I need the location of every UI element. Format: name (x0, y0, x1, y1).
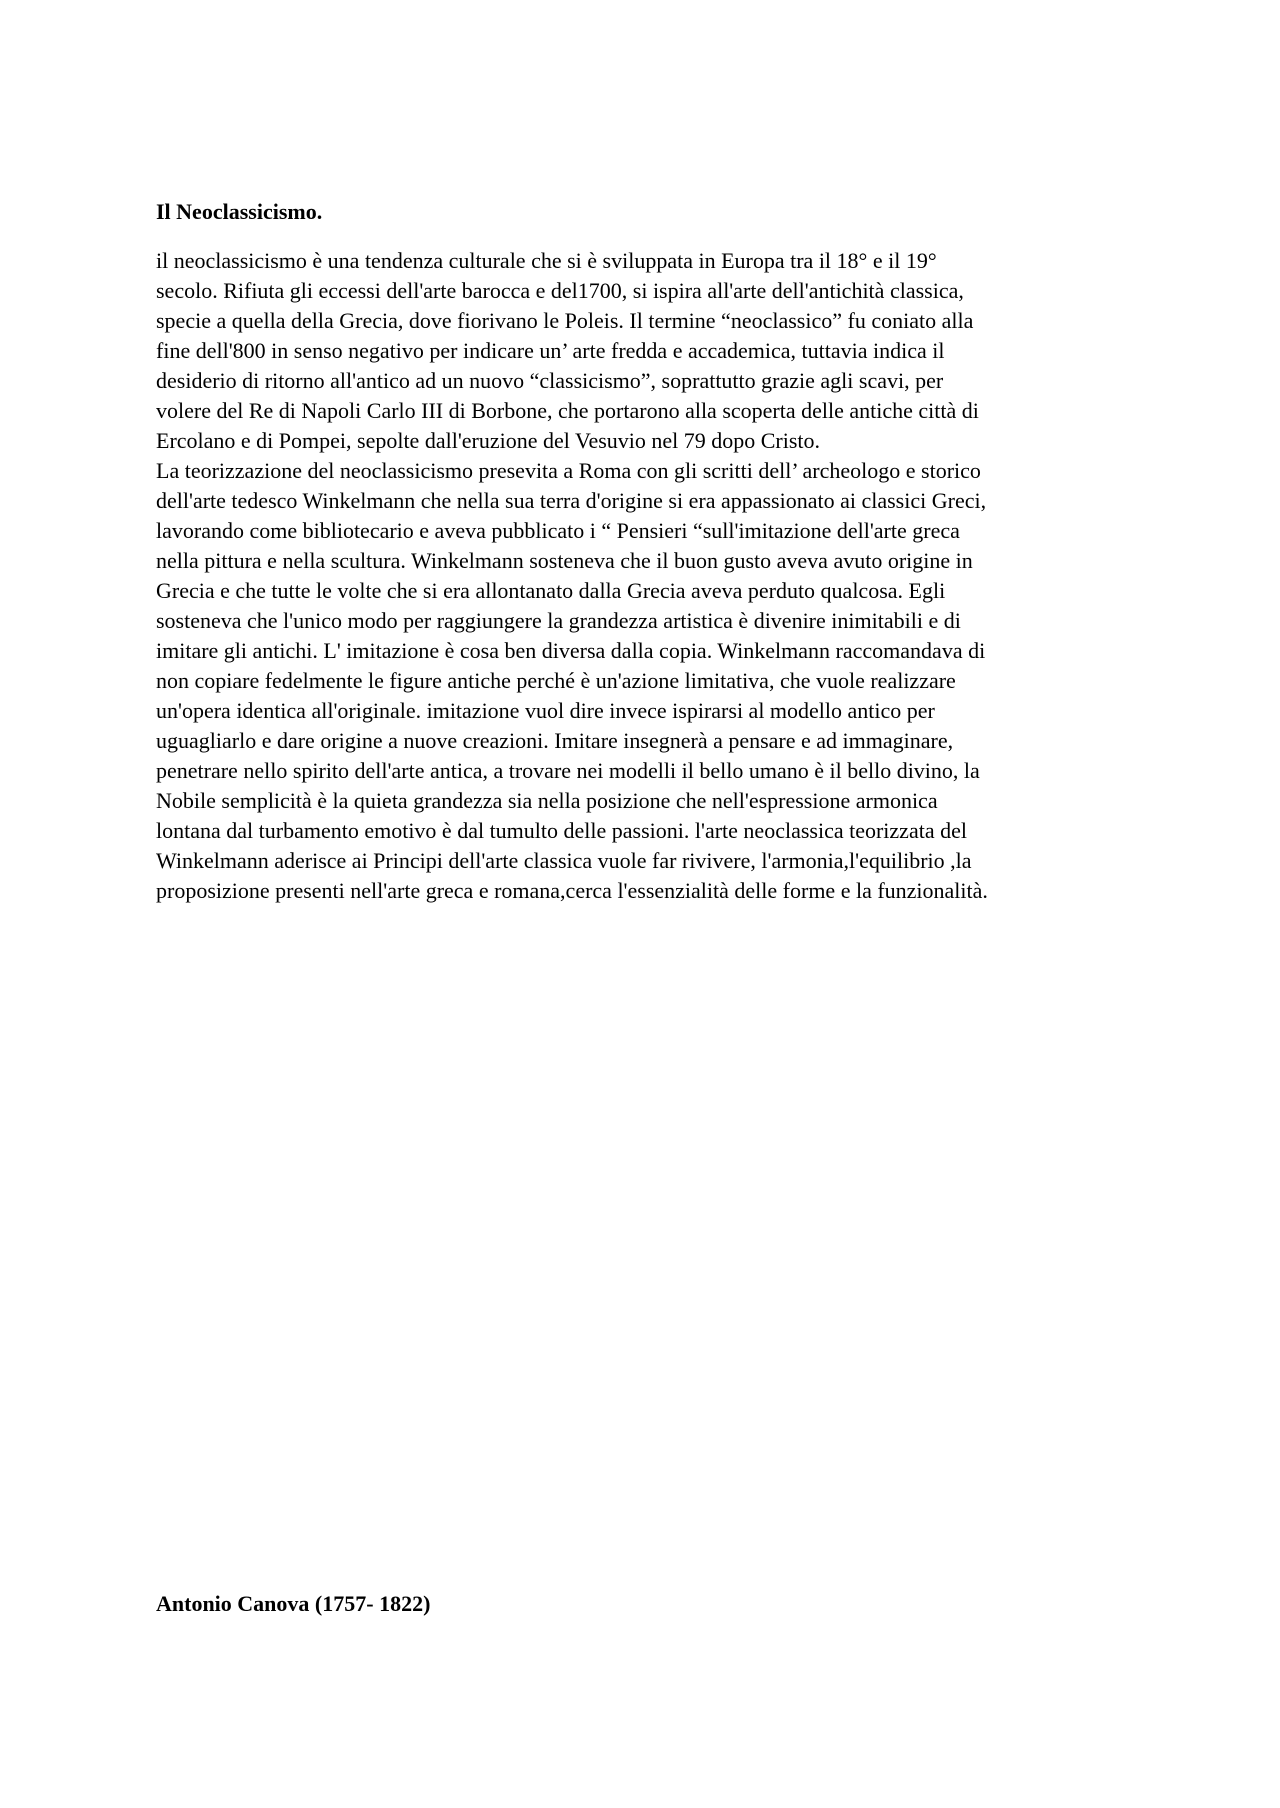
body-line: Winkelmann aderisce ai Principi dell'arte classica vuole far rivivere, l'armonia,l'equilibrio ,la (156, 848, 972, 873)
body-line: specie a quella della Grecia, dove fiorivano le Poleis. Il termine “neoclassico” fu coniato alla (156, 308, 974, 333)
body-paragraph (156, 246, 1156, 906)
body-line: il neoclassicismo è una tendenza culturale che si è sviluppata in Europa tra il 18° e il 19° (156, 248, 937, 273)
body-line: nella pittura e nella scultura. Winkelmann sosteneva che il buon gusto aveva avuto origine in (156, 548, 973, 573)
body-line: Ercolano e di Pompei, sepolte dall'eruzione del Vesuvio nel 79 dopo Cristo. (156, 428, 821, 453)
body-line: proposizione presenti nell'arte greca e romana,cerca l'essenzialità delle forme e la funzionalità. (156, 878, 988, 903)
body-line: lontana dal turbamento emotivo è dal tumulto delle passioni. l'arte neoclassica teorizzata del (156, 818, 967, 843)
body-line: un'opera identica all'originale. imitazione vuol dire invece ispirarsi al modello antico per (156, 698, 935, 723)
body-line: penetrare nello spirito dell'arte antica, a trovare nei modelli il bello umano è il bello divino, la (156, 758, 980, 783)
body-line: imitare gli antichi. L' imitazione è cosa ben diversa dalla copia. Winkelmann raccomandava di (156, 638, 986, 663)
section-heading: Antonio Canova (1757- 1822) (156, 1591, 431, 1616)
body-line: uguagliarlo e dare origine a nuove creazioni. Imitare insegnerà a pensare e ad immaginare, (156, 728, 954, 753)
body-line: secolo. Rifiuta gli eccessi dell'arte barocca e del1700, si ispira all'arte dell'antichità classica, (156, 278, 964, 303)
body-line: lavorando come bibliotecario e aveva pubblicato i “ Pensieri “sull'imitazione dell'arte greca (156, 518, 960, 543)
body-line: dell'arte tedesco Winkelmann che nella sua terra d'origine si era appassionato ai classici Greci, (156, 488, 987, 513)
body-line: volere del Re di Napoli Carlo III di Borbone, che portarono alla scoperta delle antiche città di (156, 398, 979, 423)
body-line: fine dell'800 in senso negativo per indicare un’ arte fredda e accademica, tuttavia indica il (156, 338, 945, 363)
body-line: non copiare fedelmente le figure antiche perché è un'azione limitativa, che vuole realizzare (156, 668, 956, 693)
body-line: Nobile semplicità è la quieta grandezza sia nella posizione che nell'espressione armonica (156, 788, 938, 813)
body-line: La teorizzazione del neoclassicismo presevita a Roma con gli scritti dell’ archeologo e storico (156, 458, 981, 483)
body-line: Grecia e che tutte le volte che si era allontanato dalla Grecia aveva perduto qualcosa. Egli (156, 578, 946, 603)
body-line: sosteneva che l'unico modo per raggiungere la grandezza artistica è divenire inimitabili e di (156, 608, 961, 633)
document-title: Il Neoclassicismo. (156, 199, 323, 224)
body-line: desiderio di ritorno all'antico ad un nuovo “classicismo”, soprattutto grazie agli scavi, per (156, 368, 944, 393)
